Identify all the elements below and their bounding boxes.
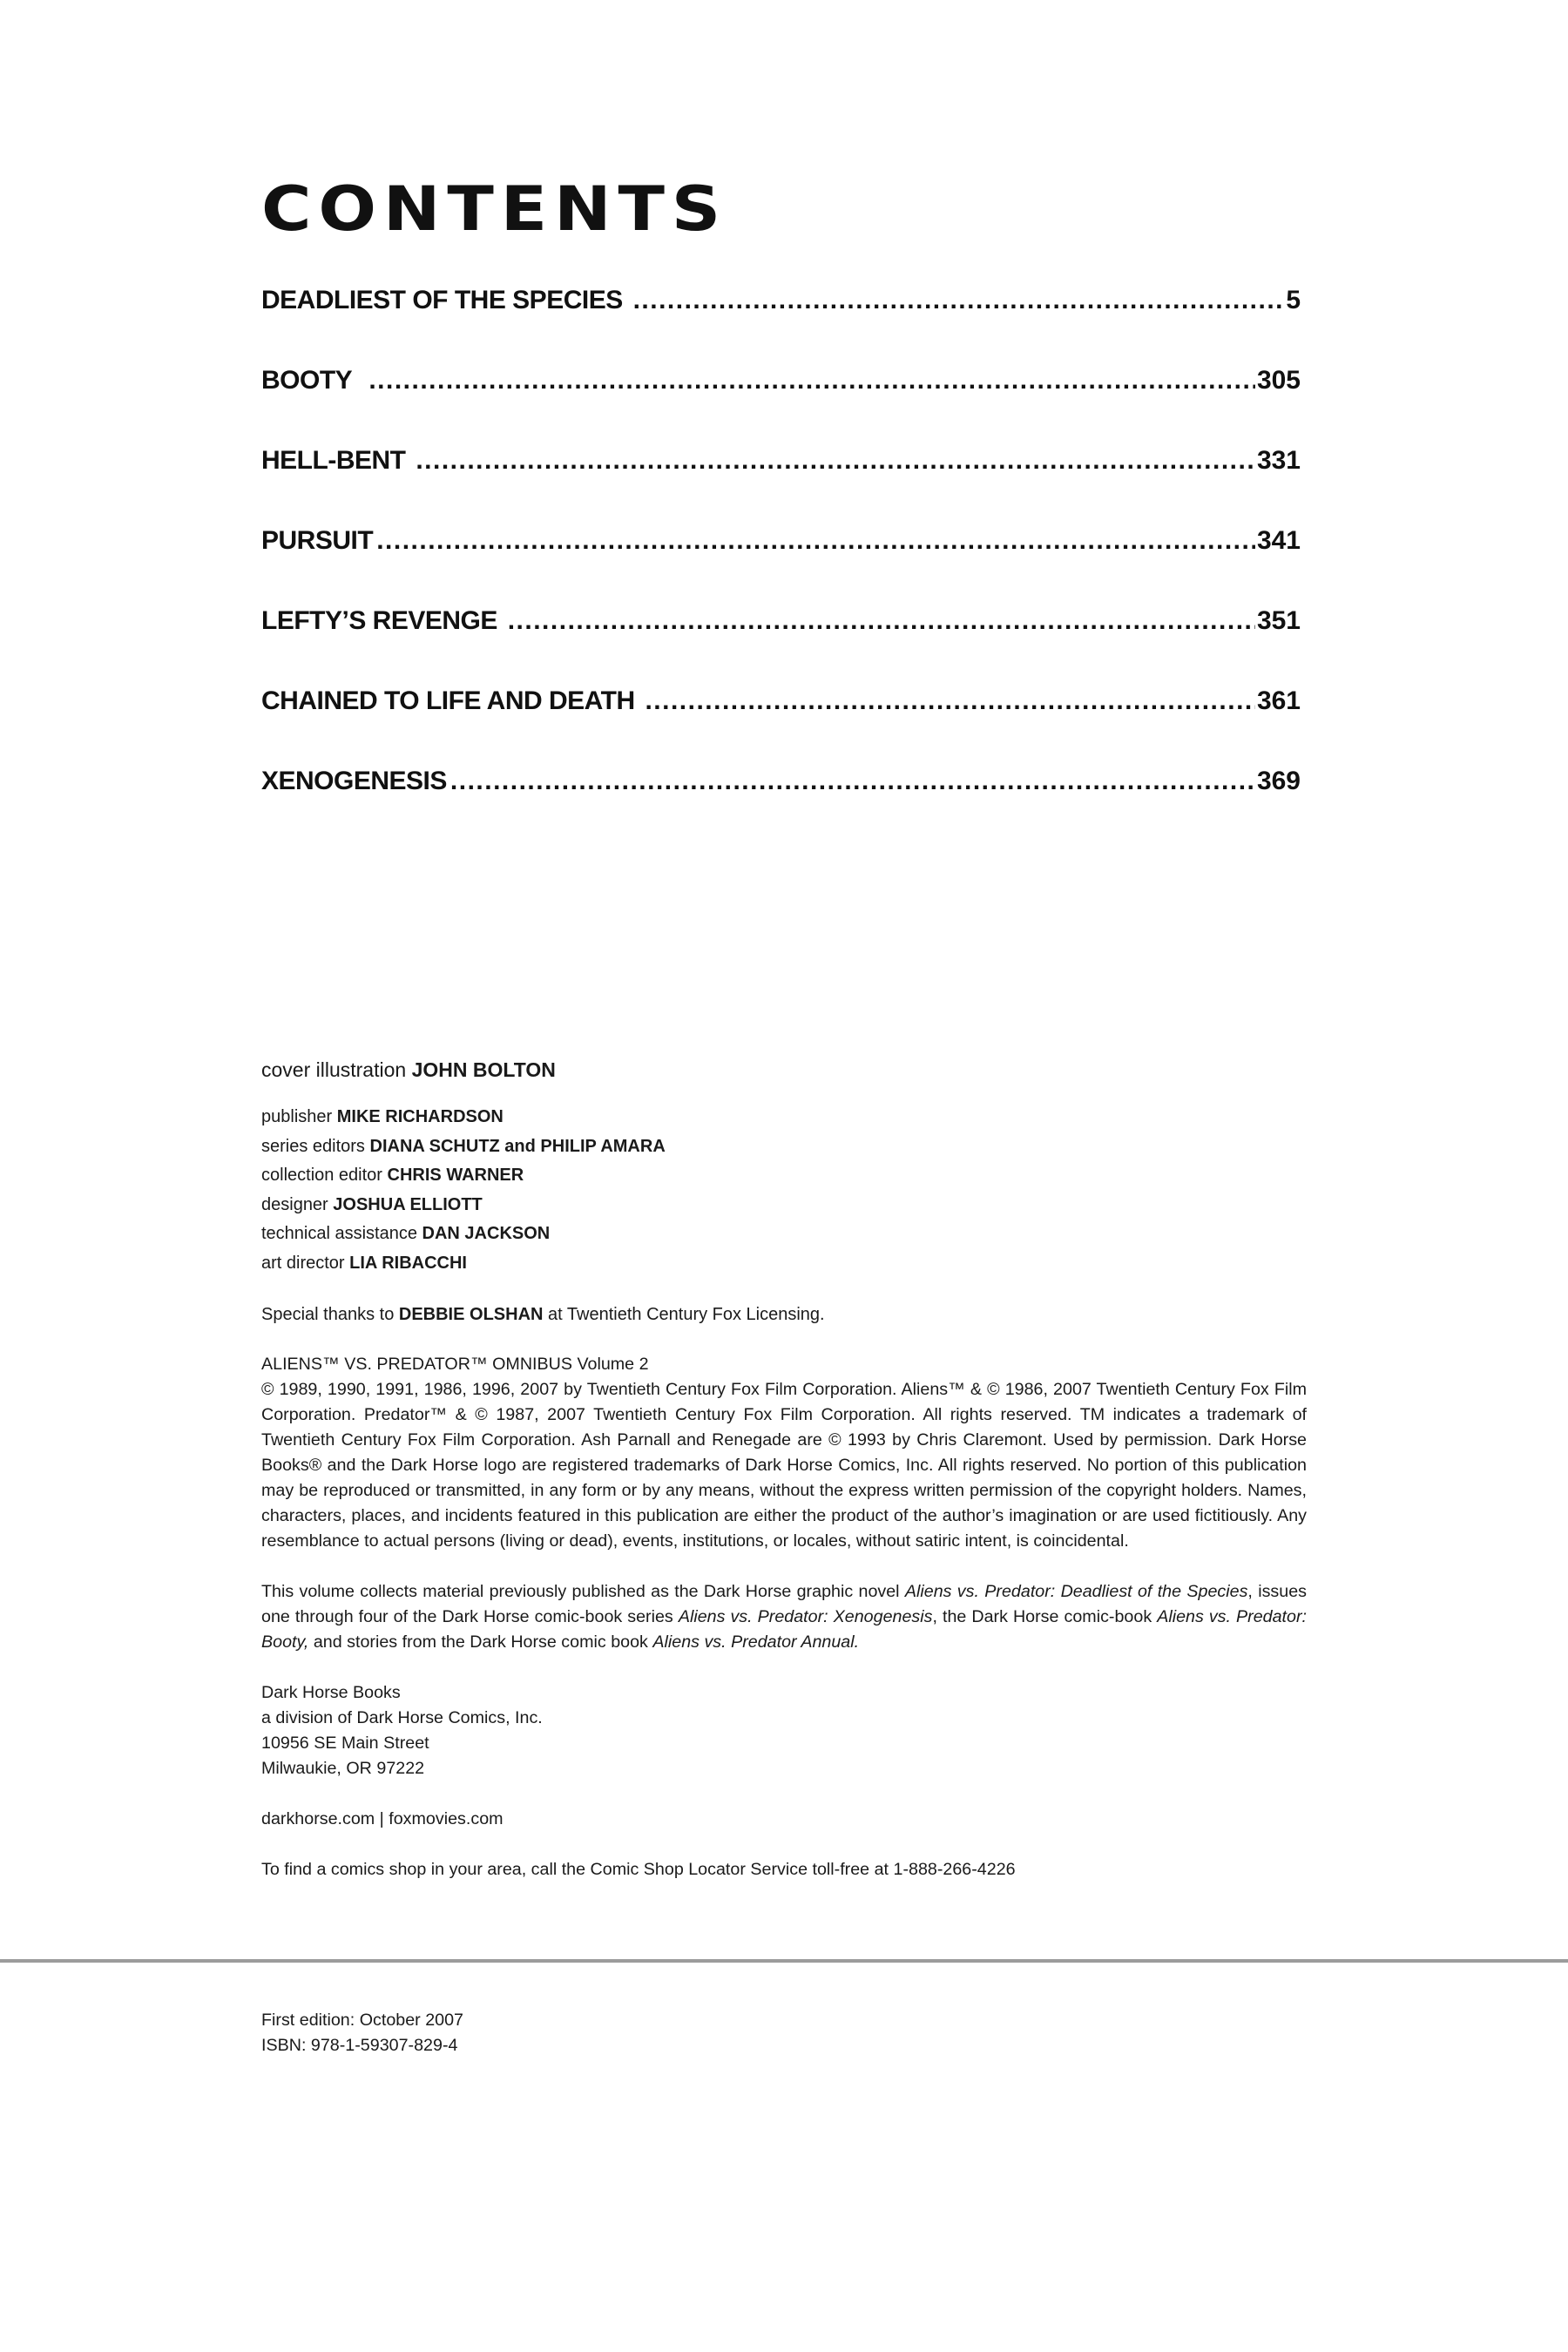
address-line: Milwaukie, OR 97222	[261, 1759, 425, 1778]
toc-dot-leader	[368, 366, 1255, 395]
toc-entry	[261, 366, 1301, 446]
toc-title: LEFTY’S REVENGE	[261, 606, 504, 635]
first-edition: First edition: October 2007	[261, 2011, 463, 2030]
collects-title: Aliens vs. Predator Annual.	[652, 1632, 860, 1652]
address-line: 10956 SE Main Street	[261, 1734, 429, 1753]
thanks-suffix: at Twentieth Century Fox Licensing.	[548, 1305, 825, 1324]
collects-note	[261, 1579, 1307, 1655]
collects-title: Aliens vs. Predator: Booty,	[261, 1607, 1307, 1652]
toc-title: BOOTY	[261, 366, 366, 395]
toc-page-number: 351	[1256, 606, 1301, 635]
toc-title: DEADLIEST OF THE SPECIES	[261, 286, 630, 314]
toc-title: XENOGENESIS	[261, 767, 447, 795]
toc-entry	[261, 767, 1301, 847]
thanks-prefix: Special thanks to	[261, 1305, 395, 1324]
toc-dot-leader	[633, 286, 1285, 315]
toc-page-number: 305	[1256, 366, 1301, 395]
staff-credit	[261, 1103, 1307, 1132]
staff-credit	[261, 1161, 1307, 1191]
collects-text: and stories from the Dark Horse comic book	[308, 1632, 653, 1652]
address-line: Dark Horse Books	[261, 1683, 401, 1702]
credit-role: technical assistance	[261, 1224, 417, 1243]
copyright-text: © 1989, 1990, 1991, 1986, 1996, 2007 by Twentieth Century Fox Film Corporation. Aliens™ & © 1986, 2007 Twentieth Century Fox Film Corporation. Predator™ & © 1987, 2007 Twentieth Century Fox Film Corporation. All rights reserved. TM indicates a trademark of Twentieth Century Fox Film Corporation. Ash Parnall and Renegade are © 1993 by Chris Claremont. Used by permission. Dark Horse Books® and the Dark Horse logo are registered trademarks of Dark Horse Comics, Inc. All rights reserved. No portion of this publication may be reproduced or transmitted, in any form or by any means, without the express written permission of the copyright holders. Names, characters, places, and incidents featured in this publication are either the product of the author’s imagination or are used fictitiously. Any resemblance to actual persons (living or dead), events, institutions, or locales, without satiric intent, is coincidental.	[261, 1380, 1307, 1551]
collects-title: Aliens vs. Predator: Xenogenesis	[678, 1607, 933, 1626]
staff-credit	[261, 1220, 1307, 1249]
table-of-contents	[261, 286, 1301, 847]
cover-credit	[261, 1056, 1307, 1084]
collects-title: Aliens vs. Predator: Deadliest of the Species	[904, 1582, 1248, 1601]
credit-role: series editors	[261, 1136, 365, 1156]
toc-dot-leader	[508, 606, 1255, 636]
credit-name: MIKE RICHARDSON	[336, 1107, 504, 1126]
toc-dot-leader	[645, 686, 1254, 716]
staff-credit	[261, 1191, 1307, 1220]
edition-info	[261, 2008, 463, 2058]
toc-entry	[261, 686, 1301, 767]
credit-role: art director	[261, 1253, 345, 1273]
credit-role: designer	[261, 1194, 328, 1214]
collects-text: , the Dark Horse comic-book	[932, 1607, 1158, 1626]
staff-credit	[261, 1132, 1307, 1162]
legal-notice	[261, 1352, 1307, 1554]
isbn: ISBN: 978-1-59307-829-4	[261, 2036, 458, 2055]
staff-credit	[261, 1249, 1307, 1279]
book-title-line: ALIENS™ VS. PREDATOR™ OMNIBUS Volume 2	[261, 1355, 649, 1374]
toc-dot-leader	[416, 446, 1255, 476]
toc-title: HELL-BENT	[261, 446, 413, 475]
websites-line: darkhorse.com | foxmovies.com	[261, 1809, 504, 1828]
contents-heading: CONTENTS	[261, 173, 728, 245]
credit-role: collection editor	[261, 1166, 382, 1185]
credits-block	[261, 1056, 1307, 1882]
toc-page-number: 369	[1256, 767, 1301, 795]
address-line: a division of Dark Horse Comics, Inc.	[261, 1708, 543, 1727]
toc-page-number: 341	[1256, 526, 1301, 555]
toc-page-number: 361	[1256, 686, 1301, 715]
toc-entry	[261, 446, 1301, 526]
toc-entry	[261, 526, 1301, 606]
credit-role: publisher	[261, 1107, 333, 1126]
toc-dot-leader	[376, 526, 1255, 556]
divider-rule	[0, 1959, 1568, 1963]
credit-name: DAN JACKSON	[422, 1224, 551, 1243]
thanks-name: DEBBIE OLSHAN	[398, 1305, 544, 1324]
toc-page-number: 5	[1286, 286, 1301, 314]
credit-name: CHRIS WARNER	[387, 1166, 524, 1185]
credit-name: LIA RIBACCHI	[349, 1253, 467, 1273]
toc-entry	[261, 286, 1301, 366]
toc-page-number: 331	[1256, 446, 1301, 475]
comic-shop-locator: To find a comics shop in your area, call the Comic Shop Locator Service toll-free at 1-888-266-4226	[261, 1860, 1016, 1879]
credit-name: JOSHUA ELLIOTT	[333, 1194, 483, 1214]
credit-name: JOHN BOLTON	[411, 1058, 556, 1081]
toc-title: CHAINED TO LIFE AND DEATH	[261, 686, 642, 715]
credit-role: cover illustration	[261, 1058, 407, 1081]
toc-title: PURSUIT	[261, 526, 374, 555]
collects-text: This volume collects material previously published as the Dark Horse graphic novel	[261, 1582, 905, 1601]
toc-dot-leader	[450, 767, 1255, 796]
publisher-address	[261, 1680, 1307, 1781]
special-thanks	[261, 1301, 1307, 1329]
collects-text: , issues one through four of the Dark Horse comic-book series	[261, 1582, 1308, 1626]
toc-entry	[261, 606, 1301, 686]
credit-name: DIANA SCHUTZ and PHILIP AMARA	[369, 1136, 666, 1156]
